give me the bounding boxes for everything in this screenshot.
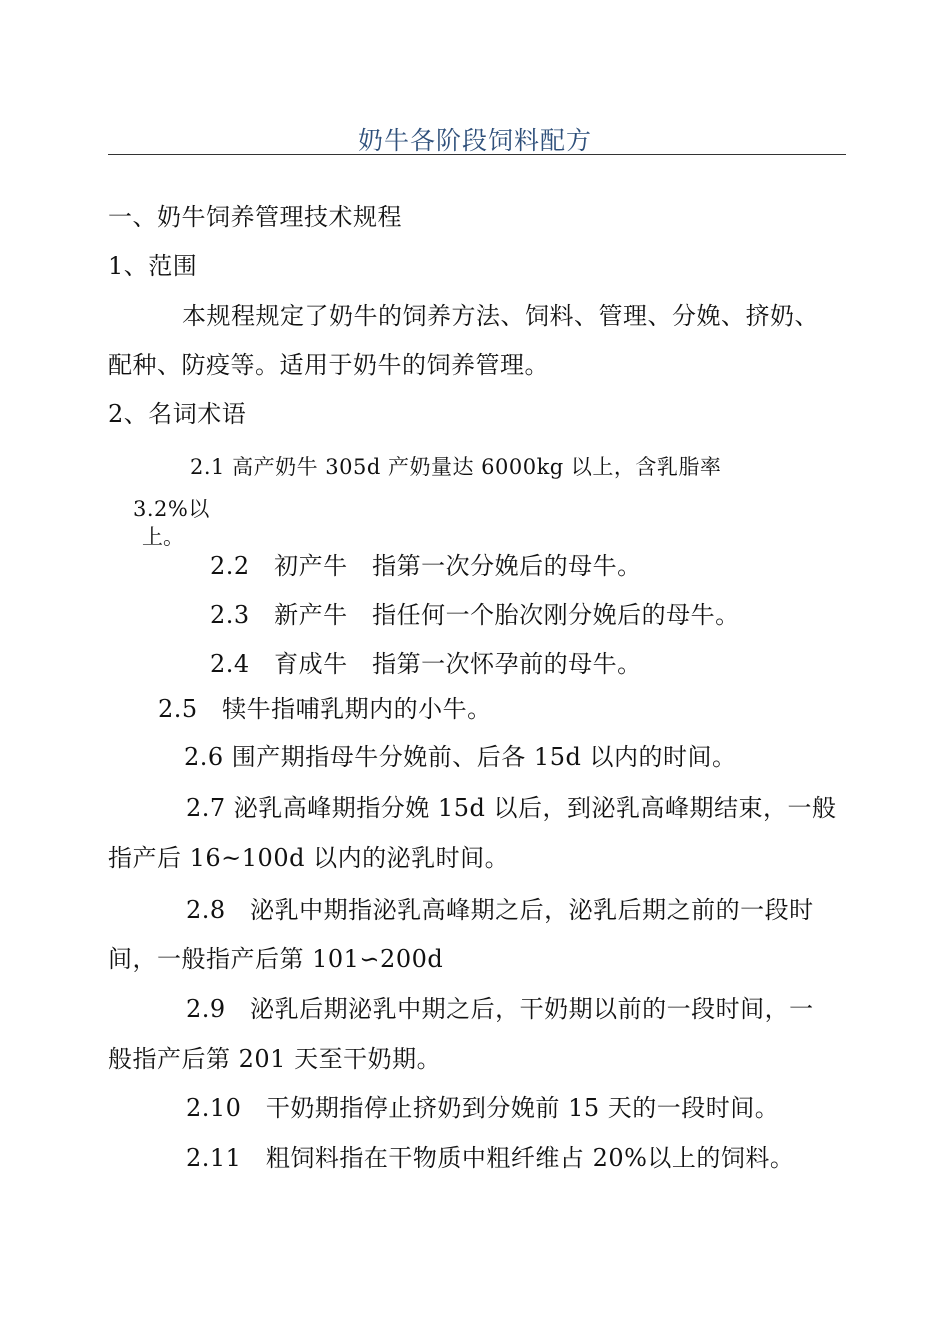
term-2-7-line-2: 指产后 16~100d 以内的泌乳时间。 <box>108 844 510 872</box>
term-2-8-line-1: 2.8 泌乳中期指泌乳高峰期之后，泌乳后期之前的一段时 <box>186 896 814 924</box>
term-2-9-line-2: 般指产后第 201 天至干奶期。 <box>108 1045 442 1073</box>
term-2-7-line-1: 2.7 泌乳高峰期指分娩 15d 以后，到泌乳高峰期结束，一般 <box>186 794 837 822</box>
term-2-1-line-3 <box>142 522 184 549</box>
term-2-5: 2.5 犊牛指哺乳期内的小牛。 <box>158 695 492 723</box>
term-2-11: 2.11 粗饲料指在干物质中粗纤维占 20%以上的饲料。 <box>186 1144 795 1172</box>
page-title: 奶牛各阶段饲料配方 <box>357 126 592 155</box>
term-2-10: 2.10 干奶期指停止挤奶到分娩前 15 天的一段时间。 <box>186 1094 780 1122</box>
section-heading-feeding-management: 一、奶牛饲养管理技术规程 <box>108 203 402 231</box>
term-2-2: 2.2 初产牛 指第一次分娩后的母牛。 <box>210 552 642 580</box>
term-2-3: 2.3 新产牛 指任何一个胎次刚分娩后的母牛。 <box>210 601 740 629</box>
term-2-9-line-1: 2.9 泌乳后期泌乳中期之后，干奶期以前的一段时间，一 <box>186 995 814 1023</box>
term-2-1-line-2: 3.2%以 <box>133 497 210 521</box>
term-2-4: 2.4 育成牛 指第一次怀孕前的母牛。 <box>210 650 642 678</box>
scope-paragraph-line-1: 本规程规定了奶牛的饲养方法、饲料、管理、分娩、挤奶、 <box>182 302 819 330</box>
terms-heading: 2、名词术语 <box>108 400 247 428</box>
term-2-8-line-2: 间，一般指产后第 101∽200d <box>108 945 444 973</box>
term-2-6: 2.6 围产期指母牛分娩前、后各 15d 以内的时间。 <box>184 743 737 771</box>
scope-paragraph-line-2: 配种、防疫等。适用于奶牛的饲养管理。 <box>108 351 549 379</box>
term-2-1-line-1: 2.1 高产奶牛 305d 产奶量达 6000kg 以上，含乳脂率 <box>190 455 722 479</box>
term-2-1-line-3-text: 上。 <box>142 525 184 549</box>
scope-heading: 1、范围 <box>108 252 198 280</box>
title-underline <box>108 154 846 155</box>
